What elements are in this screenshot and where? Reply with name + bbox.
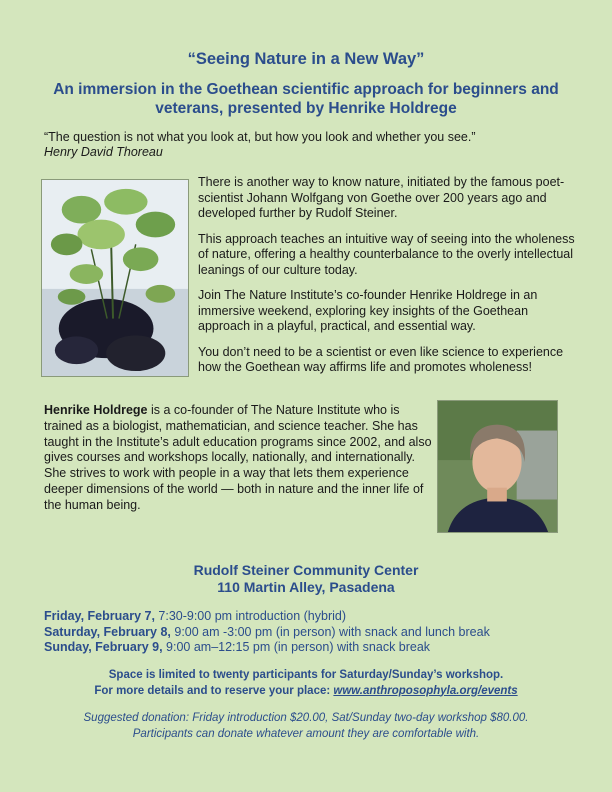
schedule-detail: 7:30-9:00 pm introduction (hybrid) [154,609,346,623]
venue-block [0,562,612,596]
donation-amounts: Suggested donation: Friday introduction $20.00, Sat/Sunday two-day workshop $80.00. [83,712,529,724]
intro-paragraph: You don’t need to be a scientist or even like science to experience how the Goethean way affirms life and promotes wholeness! [198,344,564,374]
schedule-item [44,609,584,625]
registration-block [0,668,612,699]
quote-text: “The question is not what you look at, but how you look and whether you see.” [44,130,476,144]
schedule-detail: 9:00 am–12:15 pm (in person) with snack break [162,640,431,654]
schedule-item [44,640,584,656]
event-title: “Seeing Nature in a New Way” [187,50,425,68]
quote-author: Henry David Thoreau [44,145,163,159]
reserve-line [0,684,612,700]
schedule-day: Friday, February 7, [44,609,155,623]
schedule-list [44,609,584,656]
donation-block [0,711,612,742]
lotus-painting-image [41,179,189,377]
schedule-item [44,625,584,641]
presenter-name: Henrike Holdrege [44,403,148,417]
presenter-bio [44,403,434,514]
intro-paragraph: There is another way to know nature, initiated by the famous poet-scientist Johann Wolfgang von Goethe over 200 years ago and developed further by Rudolf Steiner. [198,175,565,220]
intro-section [198,175,578,386]
quote-block [44,130,584,160]
presenter-photo [437,400,558,533]
schedule-day: Saturday, February 8, [44,624,171,639]
presenter-bio-text: is a co-founder of The Nature Institute who is trained as a biologist, mathematician, and science teacher. She has taught in the Institute’s adult education programs since 2002, and also gives courses and workshops locally, nationally, and internationally. She strives to work with people in a way that lets them experience deeper dimensions of the world — both in nature and the inner life of the human being. [44,403,432,512]
website-link[interactable]: www.anthroposophyla.org/events [333,684,518,697]
venue-name: Rudolf Steiner Community Center [193,562,419,578]
intro-paragraph: Join The Nature Institute’s co-founder Henrike Holdrege in an immersive weekend, exploring key insights of the Goethean approach in a playful, practical, and essential way. [198,288,538,333]
donation-note: Participants can donate whatever amount they are comfortable with. [132,727,480,740]
schedule-day: Sunday, February 9, [44,640,163,654]
capacity-note: Space is limited to twenty participants for Saturday/Sunday’s workshop. [108,669,504,681]
event-subtitle: An immersion in the Goethean scientific approach for beginners and veterans, presented by Henrike Holdrege [53,81,559,117]
venue-address: 110 Martin Alley, Pasadena [217,579,395,595]
intro-paragraph: This approach teaches an intuitive way of seeing into the wholeness of nature, offering a healthy counterbalance to the overly intellectual leanings of our culture today. [198,231,575,277]
reserve-prefix: For more details and to reserve your place: [94,684,334,697]
schedule-detail: 9:00 am -3:00 pm (in person) with snack and lunch break [170,624,490,639]
